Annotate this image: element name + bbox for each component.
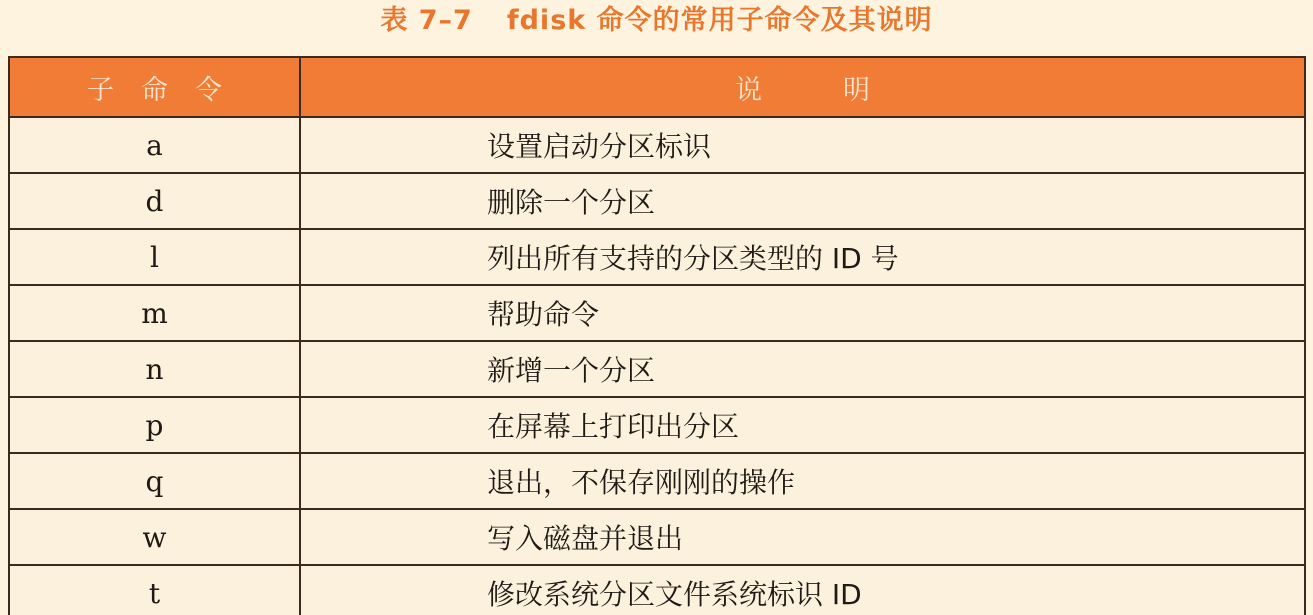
subcommand-cell: m — [9, 285, 300, 341]
description-cell: 在屏幕上打印出分区 — [300, 397, 1305, 453]
header-subcommand: 子 命 令 — [9, 57, 300, 117]
description-cell: 修改系统分区文件系统标识 ID — [300, 565, 1305, 615]
description-cell: 列出所有支持的分区类型的 ID 号 — [300, 229, 1305, 285]
subcommand-cell: l — [9, 229, 300, 285]
subcommand-table — [8, 56, 1306, 615]
subcommand-cell: w — [9, 509, 300, 565]
table-row — [9, 173, 1305, 229]
description-cell: 帮助命令 — [300, 285, 1305, 341]
subcommand-cell: n — [9, 341, 300, 397]
subcommand-cell: d — [9, 173, 300, 229]
header-description: 说 明 — [300, 57, 1305, 117]
description-cell: 退出，不保存刚刚的操作 — [300, 453, 1305, 509]
table-header-row — [9, 57, 1305, 117]
table-row — [9, 117, 1305, 173]
subcommand-cell: a — [9, 117, 300, 173]
table-row — [9, 453, 1305, 509]
description-cell: 写入磁盘并退出 — [300, 509, 1305, 565]
table-row — [9, 565, 1305, 615]
table-row — [9, 229, 1305, 285]
table-title: fdisk 命令的常用子命令及其说明 — [506, 5, 933, 36]
table-caption — [0, 0, 1313, 50]
table-row — [9, 509, 1305, 565]
subcommand-cell: q — [9, 453, 300, 509]
description-cell: 新增一个分区 — [300, 341, 1305, 397]
description-cell: 删除一个分区 — [300, 173, 1305, 229]
table-row — [9, 341, 1305, 397]
table-number: 表 7–7 — [380, 5, 473, 36]
table-row — [9, 397, 1305, 453]
subcommand-cell: p — [9, 397, 300, 453]
table-row — [9, 285, 1305, 341]
description-cell: 设置启动分区标识 — [300, 117, 1305, 173]
subcommand-cell: t — [9, 565, 300, 615]
